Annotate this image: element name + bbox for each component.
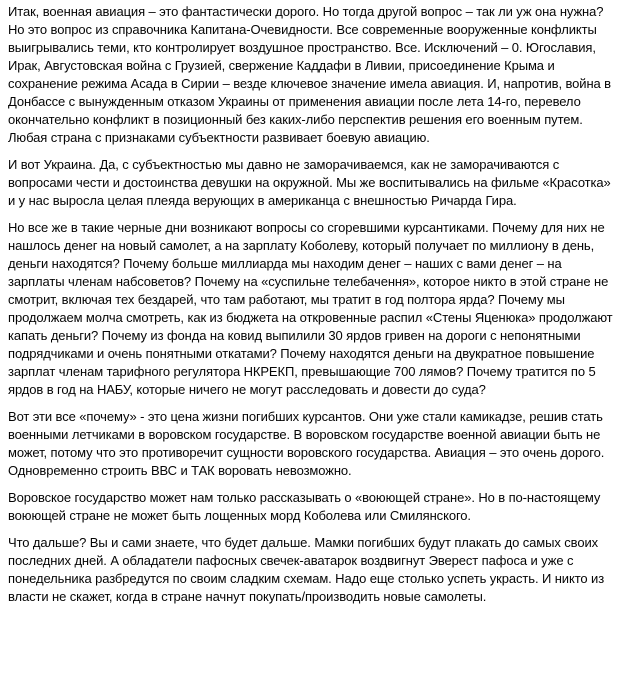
post-paragraph-questions: Но все же в такие черные дни возникают вопросы со сгоревшими курсантиками. Почему для них не нашлось денег на новый самолет, а на зарплату Коболеву, который получает по миллиону в день, деньги находятся? Почему больше миллиарда мы находим денег – наших с вами денег – на зарплаты членам набсоветов? Почему на «суспильне телебачення», которое никто в этой стране не смотрит, включая тех бездарей, что там работают, мы тратит в год полтора ярда? Почему мы продолжаем молча смотреть, как из бюджета на откровенные распил «Стены Яценюка» продолжают капать деньги? Почему из фонда на ковид выпилили 30 ярдов гривен на дороги с непонятными подрядчиками и очень понятными откатами? Почему находятся деньги на двукратное повышение зарплат членам тарифного регулятора НКРЕКП, превышающие 700 лямов? Почему тратится по 5 ярдов в год на НАБУ, которые ничего не могут расследовать и довести до суда? [8, 220, 613, 397]
post-paragraph-what-next: Что дальше? Вы и сами знаете, что будет дальше. Мамки погибших будут плакать до самых своих последних дней. А обладатели пафосных свечек-аватарок воздвигнут Эверест пафоса и уже с понедельника разбредутся по своим сладким схемам. Надо еще столько успеть украсть. И никто из власти не скажет, когда в стране начнут покупать/производить новые самолеты. [8, 535, 605, 604]
post-paragraph-ukraine: И вот Украина. Да, с субъектностью мы давно не заморачиваемся, как не заморачиваются с вопросами чести и достоинства девушки на окружной. Мы же воспитывались на фильме «Красотка» и у нас выросла целая плеяда верующих в американца с внешностью Ричарда Гира. [8, 157, 611, 208]
post-paragraph-price-of-lives: Вот эти все «почему» - это цена жизни погибших курсантов. Они уже стали камикадзе, решив стать военными летчиками в воровском государстве. В воровском государстве военной авиации быть не может, потому что это противоречит сущности воровского государства. Авиация – это очень дорого. Одновременно строить ВВС и ТАК воровать невозможно. [8, 409, 605, 478]
post-paragraph-aviation-cost: Итак, военная авиация – это фантастически дорого. Но тогда другой вопрос – так ли уж она нужна? Но это вопрос из справочника Капитана-Очевидности. Все современные вооруженные конфликты выигрывались теми, кто контролирует воздушное пространство. Все. Исключений – 0. Югославия, Ирак, Августовская война с Грузией, свержение Каддафи в Ливии, присоединение Крыма и сохранение режима Асада в Сирии – везде ключевое значение имела авиация. И, напротив, война в Донбассе с вынужденным отказом Украины от применения авиации после лета 14-го, перевело окончательно конфликт в позиционный без каких-либо перспектив решения его военным путем. Любая страна с признаками субъектности развивает боевую авиацию. [8, 4, 611, 145]
post-paragraph-thief-state: Воровское государство может нам только рассказывать о «воюющей стране». Но в по-настоящему воюющей стране не может быть лощенных морд Коболева или Смилянского. [8, 490, 601, 523]
